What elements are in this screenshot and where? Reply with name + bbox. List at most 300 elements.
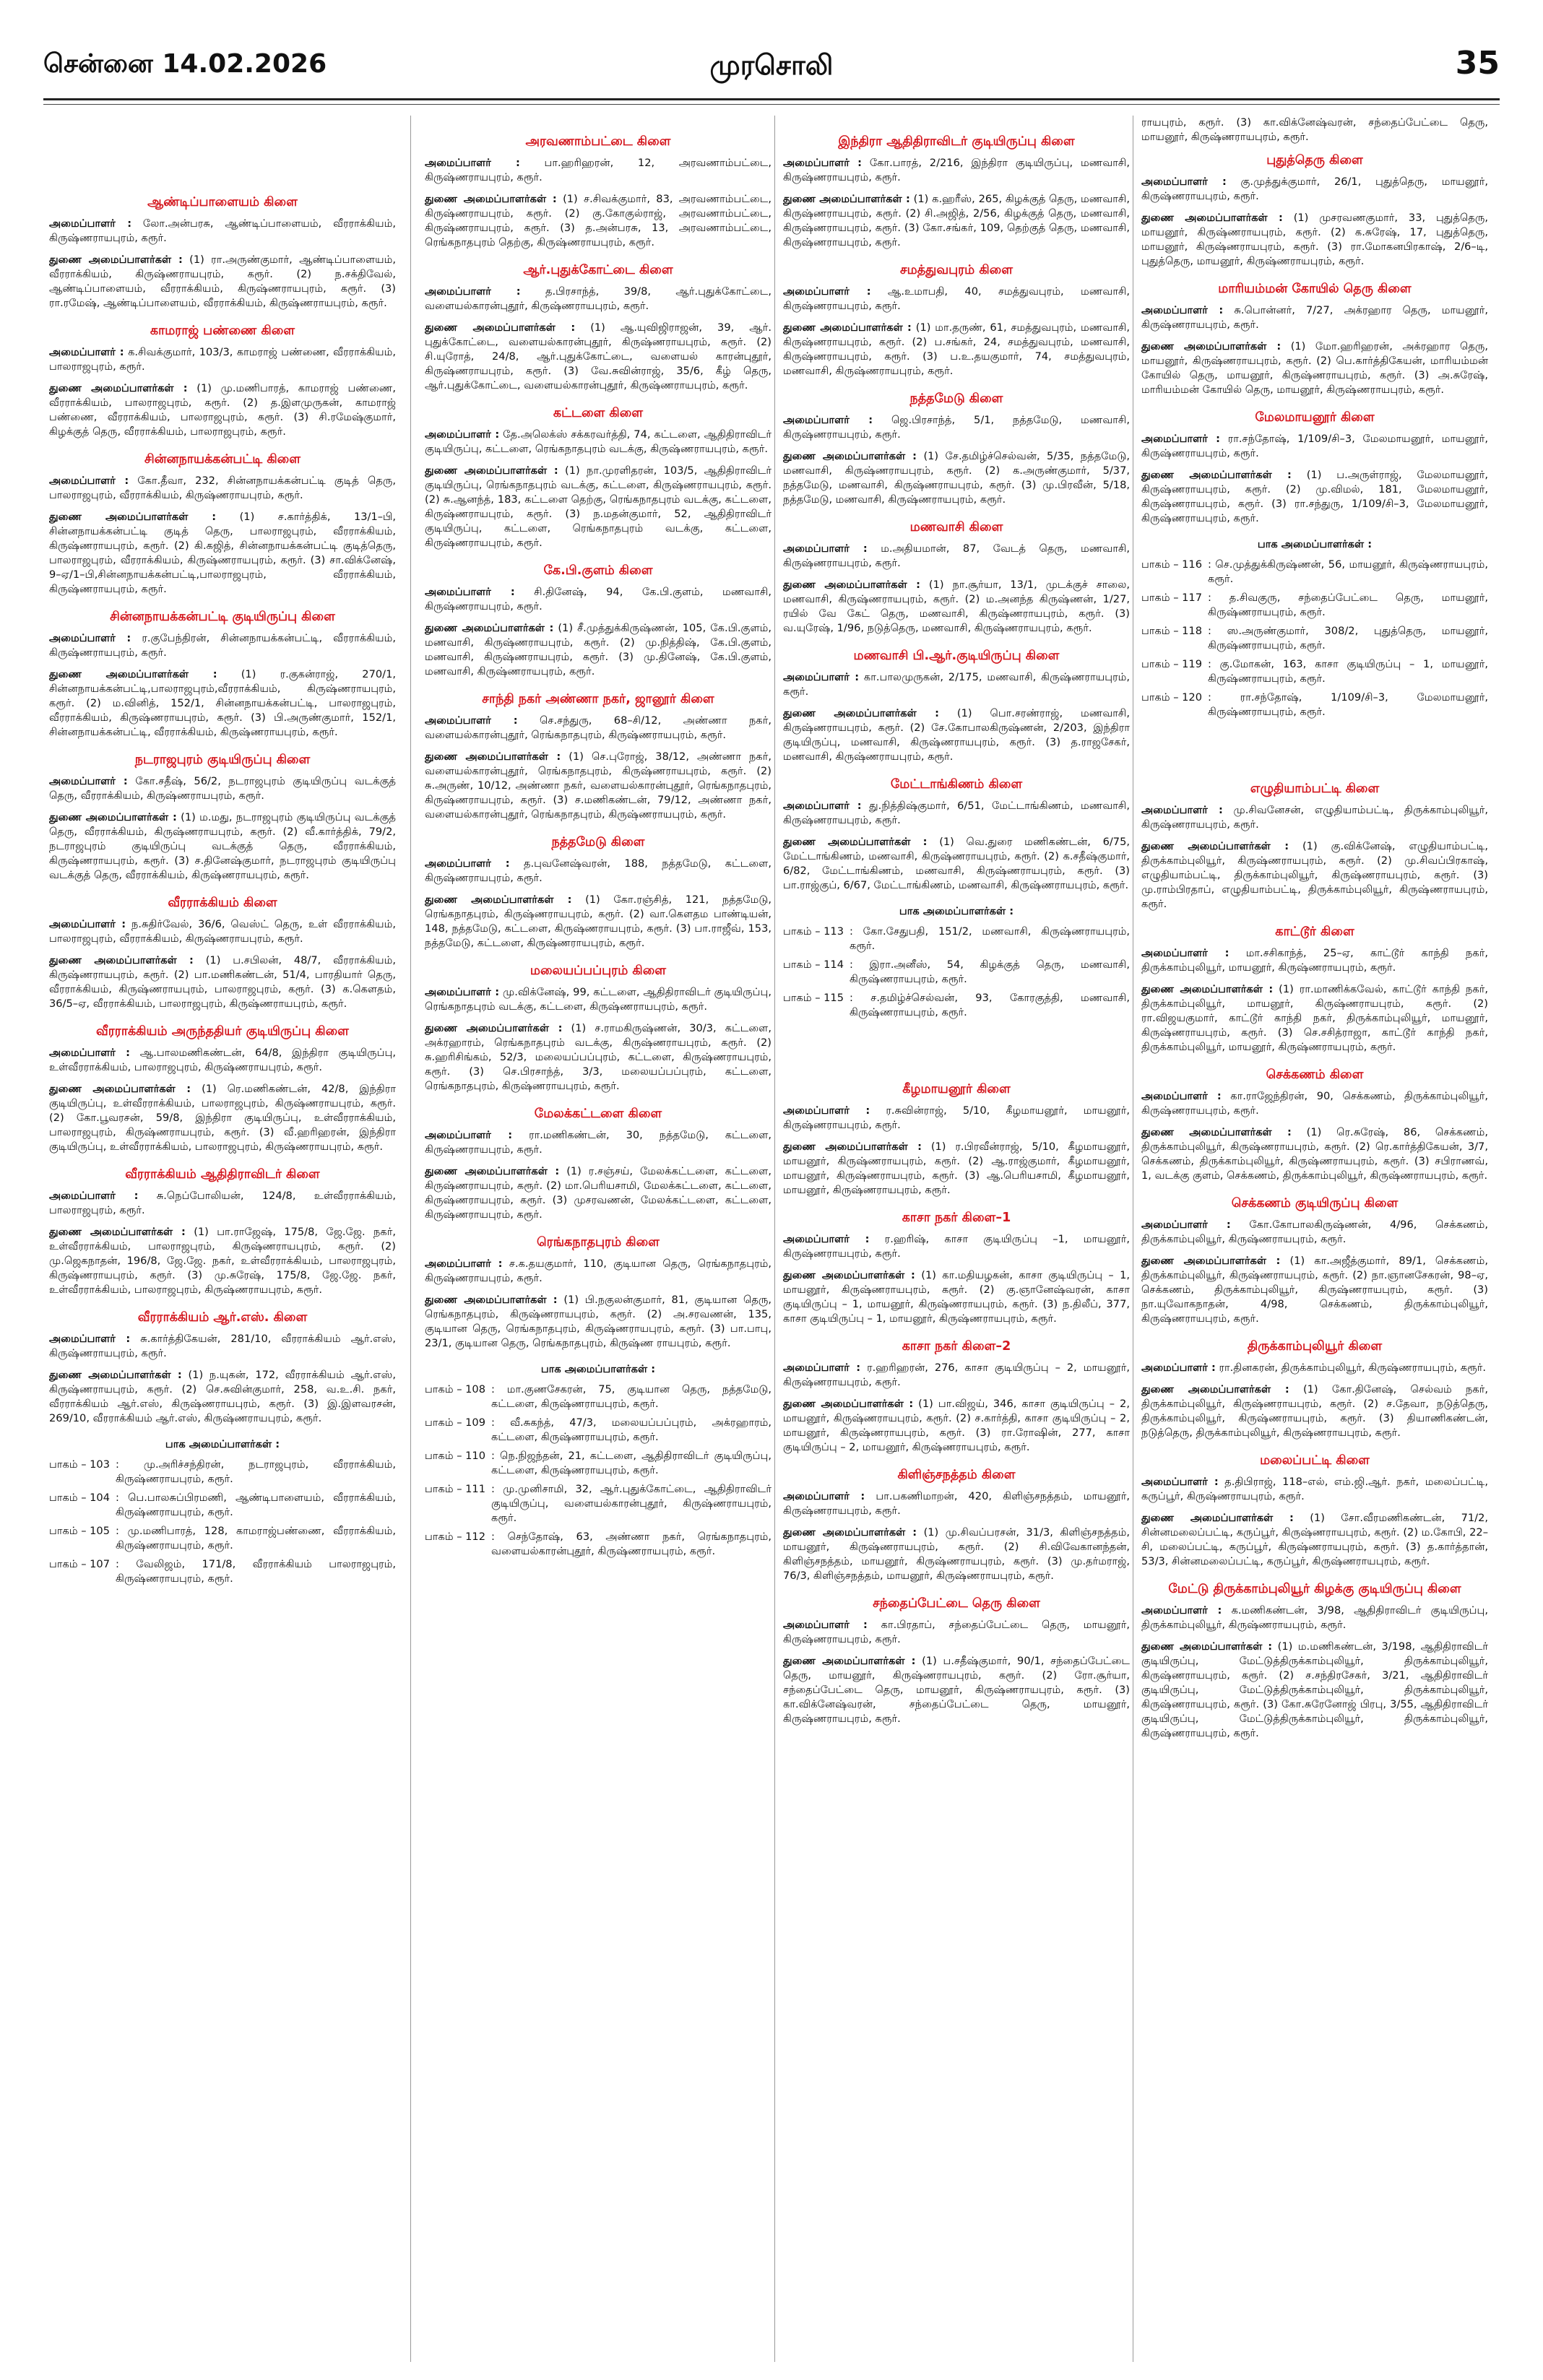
member-paragraph — [1141, 1640, 1488, 1741]
column-spacer — [425, 116, 772, 133]
member-text: (1) ஆ.யுவிஜிராஜன், 39, ஆர். புதுக்கோட்டை, வளையல்காரன்புதூர், கிருஷ்ணராயபுரம், கரூர். (2) சி.யுரோத், 24/8, ஆர்.புதுக்கோட்டை, வளையல் காரன்புதூர், கிருஷ்ணராயபுரம், கரூர். (3) வே.சுவின்ராஜ், 35/6, கீழ் தெரு, ஆர்.புதுக்கோட்டை, வளையல்காரன்புதூர், கிருஷ்ணராயபுரம், கரூர். — [425, 321, 772, 391]
role-label: துணை அமைப்பாளர்கள் : — [49, 1226, 186, 1238]
role-label: துணை அமைப்பாளர்கள் : — [1141, 1255, 1281, 1267]
member-paragraph — [783, 156, 1130, 185]
branch-section — [425, 404, 772, 550]
branch-title: சந்தைப்பேட்டை தெரு கிளை — [873, 1596, 1040, 1611]
role-label: அமைப்பாளர் : — [1141, 433, 1220, 445]
member-paragraph — [783, 1140, 1130, 1198]
role-label: அமைப்பாளர் : — [1141, 304, 1224, 316]
member-text: சு.கார்த்திகேயன், 281/10, வீரராக்கியம் ஆர்.எஸ், கிருஷ்ணராயபுரம், கரூர். — [49, 1333, 396, 1359]
branch-title: வீரராக்கியம் கிளை — [168, 896, 277, 910]
member-text: (1) ரெ.மணிகண்டன், 42/8, இந்திரா குடியிருப்பு, உள்வீரராக்கியம், பாலராஜபுரம், கிருஷ்ணராயபுரம், கரூர். (2) கோ.பூவரசன், 59/8, இந்திரா குடியிருப்பு, உள்வீரராக்கியம், பாலராஜபுரம், கிருஷ்ணராயபுரம், கரூர். (3) வீ.ஹரிஹரன், இந்திரா குடியிருப்பு, உள்வீரராக்கியம், பாலராஜபுரம், கிருஷ்ணராயபுரம், கரூர். — [49, 1083, 396, 1153]
booth-agent: : மு.முனிசாமி, 32, ஆர்.புதுக்கோட்டை, ஆதிதிராவிடர் குடியிருப்பு, வளையல்காரன்புதூர், கிருஷ்ணராயபுரம், கரூர். — [491, 1483, 772, 1524]
member-text: கு.முத்துக்குமார், 26/1, புதுத்தெரு, மாயனூர், கிருஷ்ணராயபுரம், கரூர். — [1141, 176, 1488, 202]
role-label: துணை அமைப்பாளர்கள் : — [425, 321, 576, 334]
member-paragraph — [1141, 946, 1488, 975]
branch-title: காட்டூர் கிளை — [1275, 925, 1354, 939]
member-text: (1) ப.சபிலன், 48/7, வீரராக்கியம், கிருஷ்ணராயபுரம், கரூர். (2) பா.மணிகண்டன், 51/4, பாரதியார் தெரு, வீரராக்கியம், கிருஷ்ணராயபுரம், பாலராஜபுரம், கரூர். (3) க.கௌதம், 36/5–ஏ, வீரராக்கியம், பாலராஜபுரம், கிருஷ்ணராயபுரம், கரூர். — [49, 954, 396, 1010]
role-label: அமைப்பாளர் : — [783, 1233, 870, 1245]
booth-heading: பாக அமைப்பாளர்கள் : — [165, 1438, 280, 1450]
role-label: துணை அமைப்பாளர்கள் : — [1141, 340, 1281, 352]
branch-section — [783, 390, 1130, 507]
booth-row — [425, 1482, 772, 1526]
role-label: துணை அமைப்பாளர்கள் : — [49, 954, 194, 966]
booth-number: பாகம் – 107 — [49, 1558, 110, 1570]
branch-title: கீழமாயனூர் கிளை — [902, 1082, 1011, 1096]
role-label: துணை அமைப்பாளர்கள் : — [49, 382, 188, 394]
member-text: (1) ர.சஞ்சய், மேலக்கட்டளை, கட்டளை, கிருஷ்ணராயபுரம், கரூர். (2) மா.பெரியசாமி, மேலக்கட்டளை, கட்டளை, கிருஷ்ணராயபுரம், கரூர். (3) முசரவணன், மேலக்கட்டளை, கட்டளை, கிருஷ்ணராயபுரம், கரூர். — [425, 1165, 772, 1221]
booth-agent: : செ.முத்துக்கிருஷ்ணன், 56, மாயனூர், கிருஷ்ணராயபுரம், கரூர். — [1208, 558, 1488, 585]
role-label: துணை அமைப்பாளர்கள் : — [425, 1022, 563, 1034]
branch-title: கிளிஞ்சநத்தம் கிளை — [897, 1468, 1016, 1482]
member-paragraph — [783, 1654, 1130, 1726]
booth-row — [425, 1449, 772, 1478]
booth-gap — [783, 1024, 1130, 1042]
member-paragraph — [1141, 982, 1488, 1055]
member-text: (1) நா.சூர்யா, 13/1, முடக்குச் சாலை, மணவாசி, கிருஷ்ணராயபுரம், கரூர். (2) ம.அனந்த கிருஷ்ணன், 1/27, ரயில் வே கேட் தெரு, மணவாசி, கிருஷ்ணராயபுரம், கரூர். (3) வ.யுரேஷ், 1/96, நடுத்தெரு, மணவாசி, கிருஷ்ணராயபுரம், கரூர். — [783, 579, 1130, 634]
dateline: சென்னை 14.02.2026 — [43, 49, 327, 79]
member-text: ர.குபேந்திரன், சின்னநாயக்கன்பட்டி, வீரராக்கியம், கிருஷ்ணராயபுரம், கரூர். — [49, 632, 396, 659]
branch-title: மேட்டு திருக்காம்புலியூர் கிழக்கு குடியிருப்பு கிளை — [1168, 1582, 1461, 1596]
member-text: ந.சுதிர்வேல், 36/6, வெஸ்ட் தெரு, உள் வீரராக்கியம், பாலராஜபுரம், வீரராக்கியம், கிருஷ்ணராயபுரம், கரூர். — [49, 918, 396, 945]
branch-section — [1141, 152, 1488, 269]
member-text: மா.சசிகாந்த், 25–ஏ, காட்டூர் காந்தி நகர், திருக்காம்புலியூர், மாயனூர், கிருஷ்ணராயபுரம், கரூர். — [1141, 947, 1488, 974]
branch-title: திருக்காம்புலியூர் கிளை — [1247, 1339, 1383, 1354]
member-paragraph — [49, 631, 396, 660]
booth-number: பாகம் – 112 — [425, 1531, 485, 1543]
booth-agent: : மு.அரிச்சந்திரன், நடராஜபுரம், வீரராக்கியம், கிருஷ்ணராயபுரம், கரூர். — [116, 1458, 396, 1485]
role-label: துணை அமைப்பாளர்கள் : — [783, 1526, 917, 1539]
column-4 — [1141, 116, 1488, 2362]
member-paragraph — [49, 345, 396, 374]
member-paragraph — [1141, 303, 1488, 332]
booth-row — [1141, 657, 1488, 686]
branch-section — [1141, 1338, 1488, 1440]
member-text: ஜெ.பிரசாந்த், 5/1, நத்தமேடு, மணவாசி, கிருஷ்ணராயபுரம், கரூர். — [783, 414, 1130, 441]
branch-title: நடராஜபுரம் குடியிருப்பு கிளை — [134, 753, 311, 767]
branch-section — [783, 261, 1130, 378]
branch-title: கட்டளை கிளை — [553, 406, 644, 420]
role-label: அமைப்பாளர் : — [49, 1190, 139, 1202]
role-label: துணை அமைப்பாளர்கள் : — [783, 1269, 915, 1281]
booth-agent: : மா.குணசேகரன், 75, குடியான தெரு, நத்தமேடு, கட்டளை, கிருஷ்ணராயபுரம், கரூர். — [491, 1383, 772, 1410]
member-text: கோ.சதீஷ், 56/2, நடராஜபுரம் குடியிருப்பு வடக்குத் தெரு, வீரராக்கியம், கிருஷ்ணராயபுரம், கரூர். — [49, 775, 396, 802]
member-paragraph — [49, 1082, 396, 1154]
member-text: ரா.சந்தோஷ், 1/109/சி–3, மேலமாயனூர், மாயனூர், கிருஷ்ணராயபுரம், கரூர். — [1141, 433, 1488, 459]
booth-list — [783, 904, 1130, 1042]
branch-title: ரெங்கநாதபுரம் கிளை — [537, 1235, 660, 1250]
member-text: (1) ரா.மாணிக்கவேல், காட்டூர் காந்தி நகர், திருக்காம்புலியூர், மாயனூர், கிருஷ்ணராயபுரம், கரூர். (2) ரா.விஜயகுமார், காட்டூர் காந்தி நகர், திருக்காம்புலியூர், மாயனூர், கிருஷ்ணராயபுரம், கரூர். (3) செ.சசித்ராஜா, காட்டூர் காந்தி நகர், திருக்காம்புலியூர், மாயனூர், கிருஷ்ணராயபுரம், கரூர். — [1141, 983, 1488, 1053]
header-rule-thin — [43, 104, 1500, 105]
branch-title: மாரியம்மன் கோயில் தெரு கிளை — [1218, 282, 1412, 296]
member-text: (1) வெ.துரை மணிகண்டன், 6/75, மேட்டாங்கிணம், மணவாசி, கிருஷ்ணராயபுரம், கரூர். (2) க.சதீஷ்குமார், 6/82, மேட்டாங்கிணம், மணவாசி, கிருஷ்ணராயபுரம், கரூர். (3) பா.ராஜ்குப், 6/67, மேட்டாங்கிணம், மணவாசி, கிருஷ்ணராயபுரம், கரூர். — [783, 836, 1130, 891]
branch-title: செக்கணம் குடியிருப்பு கிளை — [1231, 1196, 1399, 1211]
member-paragraph — [425, 464, 772, 550]
branch-section — [1141, 409, 1488, 526]
booth-number: பாகம் – 103 — [49, 1458, 110, 1471]
branch-section — [1141, 1195, 1488, 1326]
member-paragraph — [425, 285, 772, 313]
member-text: (1) ர.குகன்ராஜ், 270/1, சின்னநாயக்கன்பட்டி,பாலராஜபுரம்,வீரராக்கியம், கிருஷ்ணராயபுரம், கரூர். (2) ம.வினித், 152/1, சின்னநாயக்கன்பட்டி, பாலராஜபுரம், வீரராக்கியம், கிருஷ்ணராயபுரம், கரூர். (3) பி.அருண்குமார், 152/1, சின்னநாயக்கன்பட்டி, வீரராக்கியம், கிருஷ்ணராயபுரம், கரூர். — [49, 668, 396, 738]
member-paragraph — [1141, 839, 1488, 912]
column-divider — [774, 116, 775, 2362]
role-label: அமைப்பாளர் : — [1141, 947, 1229, 959]
member-text: மு.விக்னேஷ், 99, கட்டளை, ஆதிதிராவிடர் குடியிருப்பு, ரெங்கநாதபுரம் வடக்கு, கட்டளை, கிருஷ்ணராயபுரம், கரூர். — [425, 986, 772, 1013]
member-text: (1) மு.சிவப்பரசன், 31/3, கிளிஞ்சநத்தம், மாயனூர், கிருஷ்ணராயபுரம், கரூர். (2) சி.விவேகானந்தன், கிளிஞ்சநத்தம், மாயனூர், கிருஷ்ணராயபுரம், கரூர். (3) மு.தர்மராஜ், 76/3, கிளிஞ்சநத்தம், மாயனூர், கிருஷ்ணராயபுரம், கரூர். — [783, 1526, 1130, 1582]
role-label: அமைப்பாளர் : — [425, 1129, 513, 1141]
booth-list — [49, 1437, 396, 1608]
column-spacer — [1141, 741, 1488, 780]
member-text: த.பிரசாந்த், 39/8, ஆர்.புதுக்கோட்டை, வளையல்காரன்புதூர், கிருஷ்ணராயபுரம், கரூர். — [425, 285, 772, 312]
branch-section — [783, 1081, 1130, 1198]
booth-agent: : பெ.பாலசுப்பிரமணி, ஆண்டிபாளையம், வீரராக்கியம், கிருஷ்ணராயபுரம், கரூர். — [116, 1492, 396, 1518]
member-paragraph — [49, 1368, 396, 1426]
booth-heading: பாக அமைப்பாளர்கள் : — [1257, 538, 1373, 550]
role-label: துணை அமைப்பாளர்கள் : — [783, 1655, 916, 1667]
branch-section — [49, 1166, 396, 1297]
member-text: ச.க.தயகுமார், 110, குடியான தெரு, ரெங்கநாதபுரம், கிருஷ்ணராயபுரம், கரூர். — [425, 1258, 772, 1284]
branch-section — [783, 1209, 1130, 1326]
member-paragraph — [49, 1332, 396, 1361]
booth-agent: : ஸ.அருண்குமார், 308/2, புதுத்தெரு, மாயனூர், கிருஷ்ணராயபுரம், கரூர். — [1208, 625, 1488, 652]
branch-section — [49, 194, 396, 311]
branch-list — [49, 194, 396, 1426]
role-label: துணை அமைப்பாளர்கள் : — [1141, 983, 1274, 995]
branch-title: இந்திரா ஆதிதிராவிடர் குடியிருப்பு கிளை — [838, 134, 1075, 149]
booth-number: பாகம் – 117 — [1141, 592, 1202, 604]
branch-title: சமத்துவபுரம் கிளை — [899, 263, 1013, 277]
member-text: ரா.தினகரன், திருக்காம்புலியூர், கிருஷ்ணராயபுரம், கரூர். — [1219, 1362, 1487, 1374]
role-label: அமைப்பாளர் : — [425, 714, 518, 727]
member-paragraph — [425, 1164, 772, 1222]
member-paragraph — [1141, 1475, 1488, 1504]
role-label: அமைப்பாளர் : — [425, 857, 510, 870]
branch-list — [783, 1081, 1130, 1726]
member-paragraph — [783, 1618, 1130, 1647]
member-paragraph — [1141, 468, 1488, 526]
member-paragraph — [1141, 175, 1488, 204]
booth-gap — [425, 1563, 772, 1580]
member-paragraph — [783, 542, 1130, 571]
member-text: (1) ந.யுகன், 172, வீரராக்கியம் ஆர்.எஸ், கிருஷ்ணராயபுரம், கரூர். (2) செ.சுவின்குமார், 258, வ.உ.சி. நகர், வீரராக்கியம் ஆர்.எஸ், கிருஷ்ணராயபுரம், கரூர். (3) இ.இளவரசன், 269/10, வீரராக்கியம் ஆர்.எஸ், கிருஷ்ணராயபுரம், கரூர். — [49, 1369, 396, 1424]
member-paragraph — [425, 428, 772, 456]
member-paragraph — [1141, 339, 1488, 397]
role-label: அமைப்பாளர் : — [1141, 1362, 1216, 1374]
branch-section — [783, 1338, 1130, 1455]
role-label: துணை அமைப்பாளர்கள் : — [1141, 1383, 1289, 1395]
member-text: கா.பிரதாப், சந்தைப்பேட்டை தெரு, மாயனூர், கிருஷ்ணராயபுரம், கரூர். — [783, 1619, 1130, 1645]
booth-number: பாகம் – 108 — [425, 1383, 485, 1395]
branch-title: வீரராக்கியம் அருந்ததியர் குடியிருப்பு கிளை — [96, 1024, 349, 1039]
booth-agent: : மு.மணிபாரத், 128, காமராஜ்பண்ணை, வீரராக்கியம், கிருஷ்ணராயபுரம், கரூர். — [116, 1525, 396, 1552]
role-label: துணை அமைப்பாளர்கள் : — [1141, 469, 1292, 481]
role-label: துணை அமைப்பாளர்கள் : — [49, 254, 183, 266]
member-text: த.புவனேஷ்வரன், 188, நத்தமேடு, கட்டளை, கிருஷ்ணராயபுரம், கரூர். — [425, 857, 772, 884]
member-text: (1) கா.மதியழகன், காசா குடியிருப்பு – 1, மாயனூர், கிருஷ்ணராயபுரம், கரூர். (2) கு.ஞானேஷ்வரன், காசா குடியிருப்பு – 1, மாயனூர், கிருஷ்ணராயபுரம், கரூர். (3) ந.திலீப், 377, காசா குடியிருப்பு – 1, மாயனூர், கிருஷ்ணராயபுரம், கரூர். — [783, 1269, 1130, 1325]
role-label: அமைப்பாளர் : — [1141, 804, 1223, 816]
booth-number: பாகம் – 120 — [1141, 691, 1202, 704]
member-text: (1) மோ.ஹரிஹரன், அக்ரஹார தெரு, மாயனூர், கிருஷ்ணராயபுரம், கரூர். (2) பெ.கார்த்திகேயன், மாரியம்மன் கோயில் தெரு, மாயனூர், கிருஷ்ணராயபுரம், கரூர். (3) அ.சுரேஷ், மாரியம்மன் கோயில் தெரு, மாயனூர், கிருஷ்ணராயபுரம், கரூர். — [1141, 340, 1488, 396]
member-text: (1) ச.ராமகிருஷ்ணன், 30/3, கட்டளை, அக்ரஹாரம், ரெங்கநாதபுரம் வடக்கு, கிருஷ்ணராயபுரம், கரூர். (2) சு.ஹரிசிங்கம், 52/3, மலையப்பப்புரம், கட்டளை, கிருஷ்ணராயபுரம், கரூர். (3) செ.பிரசாந்த், 3/3, மலையப்பப்புரம், கட்டளை, ரெங்கநாதபுரம், கிருஷ்ணராயபுரம், கரூர். — [425, 1022, 772, 1092]
branch-section — [425, 834, 772, 951]
role-label: துணை அமைப்பாளர்கள் : — [783, 1398, 914, 1410]
member-text: (1) ம.மணிகண்டன், 3/198, ஆதிதிராவிடர் குடியிருப்பு, மேட்டுத்திருக்காம்புலியூர், திருக்காம்புலியூர், கிருஷ்ணராயபுரம், கரூர். (2) ச.சந்திரசேகர், 3/21, ஆதிதிராவிடர் குடியிருப்பு, மேட்டுத்திருக்காம்புலியூர், திருக்காம்புலியூர், கிருஷ்ணராயபுரம், கரூர். (3) கோ.சுரேனோஜ் பிரபு, 3/55, ஆதிதிராவிடர் குடியிருப்பு, மேட்டுத்திருக்காம்புலியூர், திருக்காம்புலியூர், கிருஷ்ணராயபுரம், கரூர். — [1141, 1640, 1488, 1739]
branch-title: மணவாசி கிளை — [909, 520, 1003, 535]
booth-number: பாகம் – 116 — [1141, 558, 1202, 571]
member-text: (1) முசரவணகுமார், 33, புதுத்தெரு, மாயனூர், கிருஷ்ணராயபுரம், கரூர். (2) க.சுரேஷ், 17, புதுத்தெரு, மாயனூர், கிருஷ்ணராயபுரம், கரூர். (3) ரா.மோகனபிரகாஷ், 2/6–டி, புதுத்தெரு, மாயனூர், கிருஷ்ணராயபுரம், கரூர். — [1141, 212, 1488, 267]
branch-title: மணவாசி பி.ஆர்.குடியிருப்பு கிளை — [853, 649, 1060, 663]
role-label: துணை அமைப்பாளர்கள் : — [425, 193, 557, 205]
branch-section — [49, 1309, 396, 1426]
member-text: (1) கோ.தினேஷ், செல்வம் நகர், திருக்காம்புலியூர், கிருஷ்ணராயபுரம், கரூர். (2) ச.தேவா, நடுத்தெரு, திருக்காம்புலியூர், கிருஷ்ணராயபுரம், கரூர். (3) தியாணிகண்டன், நடுத்தெரு, திருக்காம்புலியூர், கிருஷ்ணராயபுரம், கரூர். — [1141, 1383, 1488, 1439]
booth-number: பாகம் – 118 — [1141, 625, 1202, 637]
booth-row — [1141, 624, 1488, 653]
role-label: துணை அமைப்பாளர்கள் : — [425, 1294, 558, 1306]
member-text: (1) ரெ.சுரேஷ், 86, செக்கணம், திருக்காம்புலியூர், கிருஷ்ணராயபுரம், கரூர். (2) ரெ.கார்த்திகேயன், 3/7, செக்கணம், திருக்காம்புலியூர், கிருஷ்ணராயபுரம், கரூர். (3) சபிராணவ், 1, வடக்கு குளம், செக்கணம், திருக்காம்புலியூர், கிருஷ்ணராயபுரம், கரூர். — [1141, 1126, 1488, 1182]
branch-title: காசா நகர் கிளை–2 — [902, 1339, 1011, 1354]
branch-list — [783, 133, 1130, 893]
member-text: சி.தினேஷ், 94, கே.பி.குளம், மணவாசி, கிருஷ்ணராயபுரம், கரூர். — [425, 586, 772, 613]
member-text: ரா.மணிகண்டன், 30, நத்தமேடு, கட்டளை, கிருஷ்ணராயபுரம், கரூர். — [425, 1129, 772, 1156]
member-paragraph — [425, 321, 772, 393]
role-label: அமைப்பாளர் : — [783, 157, 863, 169]
branch-title: சின்னநாயக்கன்பட்டி குடியிருப்பு கிளை — [110, 610, 335, 624]
branch-section — [1141, 280, 1488, 397]
branch-title: மேலமாயனூர் கிளை — [1255, 410, 1375, 425]
role-label: துணை அமைப்பாளர்கள் : — [783, 1141, 922, 1153]
member-paragraph — [425, 714, 772, 743]
booth-number: பாகம் – 110 — [425, 1450, 485, 1462]
booth-gap — [1141, 724, 1488, 741]
member-paragraph — [783, 1489, 1130, 1518]
branch-title: எழுதியாம்பட்டி கிளை — [1250, 782, 1380, 796]
booth-row — [49, 1524, 396, 1553]
booth-list — [425, 1362, 772, 1580]
role-label: துணை அமைப்பாளர்கள் : — [1141, 212, 1283, 224]
member-paragraph — [783, 706, 1130, 764]
member-text: ஆ.பாலமணிகண்டன், 64/8, இந்திரா குடியிருப்பு, உள்வீரராக்கியம், பாலராஜபுரம், கிருஷ்ணராயபுரம், கரூர். — [49, 1047, 396, 1073]
member-text: சு.நெப்போலியன், 124/8, உள்வீரராக்கியம், பாலராஜபுரம், கரூர். — [49, 1190, 396, 1216]
role-label: துணை அமைப்பாளர்கள் : — [425, 1165, 560, 1177]
role-label: அமைப்பாளர் : — [49, 918, 126, 930]
branch-section — [49, 608, 396, 740]
member-text: சு.பொன்னர், 7/27, அக்ரஹார தெரு, மாயனூர், கிருஷ்ணராயபுரம், கரூர். — [1141, 304, 1488, 331]
branch-section — [425, 261, 772, 393]
booth-agent: : நெ.நிஜந்தன், 21, கட்டளை, ஆதிதிராவிடர் குடியிருப்பு, கட்டளை, கிருஷ்ணராயபுரம், கரூர். — [491, 1450, 772, 1476]
role-label: துணை அமைப்பாளர்கள் : — [783, 707, 939, 719]
role-label: துணை அமைப்பாளர்கள் : — [49, 668, 217, 680]
member-paragraph — [1141, 803, 1488, 832]
role-label: துணை அமைப்பாளர்கள் : — [425, 893, 572, 906]
branch-title: புதுத்தெரு கிளை — [1266, 153, 1363, 168]
member-paragraph — [1141, 1125, 1488, 1183]
member-text: த.திபிராஜ், 118–எல், எம்.ஜி.ஆர். நகர், மலைப்பட்டி, கருப்பூர், கிருஷ்ணராயபுரம், கரூர். — [1141, 1476, 1488, 1502]
role-label: துணை அமைப்பாளர்கள் : — [49, 1083, 191, 1095]
booth-row — [783, 991, 1130, 1020]
branch-title: மலையப்பப்புரம் கிளை — [530, 964, 667, 978]
member-paragraph — [49, 217, 396, 246]
member-text: (1) மு.மணிபாரத், காமராஜ் பண்ணை, வீரராக்கியம், பாலராஜபுரம், கரூர். (2) த.இளமுருகன், காமராஜ் பண்ணை, வீரராக்கியம், பாலராஜபுரம், கரூர். (3) சி.ரமேஷ்குமார், கிழக்குத் தெரு, வீரராக்கியம், பாலராஜபுரம், கரூர். — [49, 382, 396, 438]
booth-number: பாகம் – 114 — [783, 959, 844, 971]
booth-list — [1141, 537, 1488, 741]
booth-row — [783, 925, 1130, 953]
branch-title: சாந்தி நகர் அண்ணா நகர், ஜானூர் கிளை — [482, 692, 714, 706]
branch-title: ஆர்.புதுக்கோட்டை கிளை — [523, 263, 673, 277]
member-paragraph — [1141, 1254, 1488, 1326]
member-text: க.சிவக்குமார், 103/3, காமராஜ் பண்ணை, வீரராக்கியம், பாலராஜபுரம், கரூர். — [49, 346, 396, 373]
member-text: (1) கோ.ரஞ்சித், 121, நத்தமேடு, ரெங்கநாதபுரம், கிருஷ்ணராயபுரம், கரூர். (2) வா.கௌதம பாண்டியன், 148, நத்தமேடு, கட்டளை, கிருஷ்ணராயபுரம், கரூர். (3) பா.ராஜீவ், 153, நத்தமேடு, கட்டளை, கிருஷ்ணராயபுரம், கரூர். — [425, 893, 772, 949]
member-text: கோ.கோபாலகிருஷ்ணன், 4/96, செக்கணம், திருக்காம்புலியூர், கிருஷ்ணராயபுரம், கரூர். — [1141, 1219, 1488, 1245]
member-paragraph — [783, 835, 1130, 893]
booth-agent: : வேலிஜம், 171/8, வீரராக்கியம் பாலராஜபுரம், கிருஷ்ணராயபுரம், கரூர். — [116, 1558, 396, 1585]
booth-row — [49, 1557, 396, 1586]
role-label: துணை அமைப்பாளர்கள் : — [1141, 1640, 1273, 1653]
booth-row — [49, 1458, 396, 1487]
role-label: துணை அமைப்பாளர்கள் : — [783, 579, 920, 591]
member-text: ஆ.உமாபதி, 40, சமத்துவபுரம், மணவாசி, கிருஷ்ணராயபுரம், கரூர். — [783, 285, 1130, 312]
member-paragraph — [783, 1361, 1130, 1390]
member-paragraph — [425, 857, 772, 886]
branch-title: காசா நகர் கிளை–1 — [902, 1211, 1011, 1225]
member-paragraph — [49, 667, 396, 740]
member-text: பா.பகணிமாறன், 420, கிளிஞ்சநத்தம், மாயனூர், கிருஷ்ணராயபுரம், கரூர். — [783, 1490, 1130, 1517]
booth-row — [425, 1530, 772, 1559]
booth-agent: : வீ.சுகந்த், 47/3, மலையப்பப்புரம், அக்ரஹாரம், கட்டளை, கிருஷ்ணராயபுரம், கரூர். — [491, 1416, 772, 1443]
member-text: (1) நா.முரளிதரன், 103/5, ஆதிதிராவிடர் குடியிருப்பு, ரெங்கநாதபுரம் வடக்கு, கட்டளை, கிருஷ்ணராயபுரம், கரூர். (2) சு.ஆனந்த், 183, கட்டளை தெற்கு, ரெங்கநாதபுரம் வடக்கு, கட்டளை, கிருஷ்ணராயபுரம், கரூர். (3) ந.மதன்குமார், 52, ஆதிதிராவிடர் குடியிருப்பு, கட்டளை, ரெங்கநாதபுரம் வடக்கு, கட்டளை, கிருஷ்ணராயபுரம், கரூர். — [425, 464, 772, 549]
booth-agent: : ரா.சந்தோஷ், 1/109/சி–3, மேலமாயனூர், கிருஷ்ணராயபுரம், கரூர். — [1208, 691, 1488, 718]
member-paragraph — [783, 413, 1130, 442]
booth-agent: : ச.தமிழ்ச்செல்வன், 93, கோரகுத்தி, மணவாசி, கிருஷ்ணராயபுரம், கரூர். — [850, 992, 1130, 1018]
member-paragraph — [1141, 1361, 1488, 1375]
member-text: (1) ப.சதீஷ்குமார், 90/1, சந்தைப்பேட்டை தெரு, மாயனூர், கிருஷ்ணராயபுரம், கரூர். (2) ரோ.சூர்யா, சந்தைப்பேட்டை தெரு, மாயனூர், கிருஷ்ணராயபுரம், கரூர். (3) கா.விக்னேஷ்வரன், சந்தைப்பேட்டை தெரு, மாயனூர், கிருஷ்ணராயபுரம், கரூர். — [783, 1655, 1130, 1725]
member-text: ர.ஹரிஹரன், 276, காசா குடியிருப்பு – 2, மாயனூர், கிருஷ்ணராயபுரம், கரூர். — [783, 1362, 1130, 1388]
member-paragraph — [783, 321, 1130, 378]
header-rule — [43, 98, 1500, 100]
branch-section — [1141, 1066, 1488, 1183]
member-paragraph — [425, 621, 772, 679]
role-label: அமைப்பாளர் : — [1141, 1476, 1219, 1488]
member-paragraph — [49, 774, 396, 803]
member-paragraph — [783, 1104, 1130, 1133]
member-paragraph — [425, 1293, 772, 1351]
booth-number: பாகம் – 105 — [49, 1525, 110, 1537]
member-paragraph — [425, 1128, 772, 1157]
member-paragraph — [425, 1021, 772, 1094]
branch-section — [425, 1234, 772, 1351]
member-paragraph — [783, 1526, 1130, 1583]
column-2 — [425, 116, 772, 2362]
member-text: மு.சிவனேசன், எழுதியாம்பட்டி, திருக்காம்புலியூர், கிருஷ்ணராயபுரம், கரூர். — [1141, 804, 1488, 831]
branch-list — [1141, 152, 1488, 526]
member-paragraph — [1141, 1089, 1488, 1118]
booth-number: பாகம் – 111 — [425, 1483, 485, 1495]
role-label: அமைப்பாளர் : — [783, 1104, 870, 1117]
member-paragraph — [425, 750, 772, 822]
member-text: கா.பாலமுருகன், 2/175, மணவாசி, கிருஷ்ணராயபுரம், கரூர். — [783, 671, 1130, 698]
member-text: (1) ரா.அருண்குமார், ஆண்டிப்பாளையம், வீரராக்கியம், கிருஷ்ணராயபுரம், கரூர். (2) ந.சக்திவேல், ஆண்டிப்பாளையம், வீரராக்கியம், கிருஷ்ணராயபுரம், கரூர். (3) ரா.ரமேஷ், ஆண்டிப்பாளையம், வீரராக்கியம், கிருஷ்ணராயபுரம், கரூர். — [49, 254, 396, 309]
member-paragraph — [425, 156, 772, 185]
role-label: அமைப்பாளர் : — [783, 542, 868, 555]
page-number: 35 — [1455, 45, 1500, 82]
role-label: அமைப்பாளர் : — [783, 414, 873, 426]
branch-title: மேலக்கட்டளை கிளை — [534, 1107, 662, 1121]
role-label: அமைப்பாளர் : — [49, 1047, 130, 1059]
role-label: அமைப்பாளர் : — [425, 157, 520, 169]
branch-section — [1141, 923, 1488, 1055]
booth-number: பாகம் – 119 — [1141, 658, 1202, 670]
member-text: (1) கா.அஜீத்குமார், 89/1, செக்கணம், திருக்காம்புலியூர், கிருஷ்ணராயபுரம், கரூர். (2) நா.ஞானசேகரன், 98–ஏ, செக்கணம், திருக்காம்புலியூர், கிருஷ்ணராயபுரம், கரூர். (3) நா.யுவோகநாதன், 4/98, செக்கணம், திருக்காம்புலியூர், கிருஷ்ணராயபுரம், கரூர். — [1141, 1255, 1488, 1325]
role-label: அமைப்பாளர் : — [1141, 1604, 1222, 1617]
role-label: துணை அமைப்பாளர்கள் : — [783, 450, 917, 462]
role-label: அமைப்பாளர் : — [425, 285, 521, 298]
booth-number: பாகம் – 109 — [425, 1416, 485, 1429]
branch-section — [49, 894, 396, 1011]
role-label: துணை அமைப்பாளர்கள் : — [783, 321, 912, 334]
role-label: அமைப்பாளர் : — [425, 586, 515, 598]
branch-section — [49, 451, 396, 597]
member-text: (1) ச.கார்த்திக், 13/1–பி, சின்னநாயக்கன்பட்டி குடித் தெரு, பாலராஜபுரம், வீரராக்கியம், கிருஷ்ணராயபுரம், கரூர். (2) கி.கஜித், சின்னநாயக்கன்பட்டி குடித்தெரு, பாலராஜபுரம், வீரராக்கியம், கிருஷ்ணராயபுரம், கரூர். (3) சா.விக்னேஷ், 9–ஏ/1–பி,சின்னநாயக்கன்பட்டி,பாலராஜபுரம், வீரராக்கியம், கிருஷ்ணராயபுரம், கரூர். — [49, 511, 396, 595]
role-label: அமைப்பாளர் : — [49, 775, 128, 787]
member-text: ர.சுவின்ராஜ், 5/10, கீழமாயனூர், மாயனூர், கிருஷ்ணராயபுரம், கரூர். — [783, 1104, 1130, 1131]
member-paragraph — [783, 1268, 1130, 1326]
branch-title: செக்கணம் கிளை — [1266, 1068, 1364, 1082]
column-divider — [410, 116, 411, 2362]
member-paragraph — [783, 578, 1130, 636]
member-paragraph — [49, 1189, 396, 1218]
member-paragraph — [1141, 1604, 1488, 1632]
member-text: (1) பொ.சரண்ராஜ், மணவாசி, கிருஷ்ணராயபுரம், கரூர். (2) சே.கோபாலகிருஷ்ணன், 2/203, இந்திரா குடியிருப்பு, மணவாசி, கிருஷ்ணராயபுரம், கரூர். (3) த.ராஜசேகர், மணவாசி, கிருஷ்ணராயபுரம், கரூர். — [783, 707, 1130, 763]
member-paragraph — [49, 381, 396, 439]
role-label: அமைப்பாளர் : — [49, 1333, 131, 1345]
branch-section — [49, 322, 396, 439]
member-paragraph — [49, 917, 396, 946]
branch-section — [783, 1466, 1130, 1583]
branch-title: காமராஜ் பண்ணை கிளை — [150, 324, 295, 338]
booth-agent: : கோ.சேதுபதி, 151/2, மணவாசி, கிருஷ்ணராயபுரம், கரூர். — [850, 925, 1130, 952]
booth-gap — [49, 1591, 396, 1608]
member-text: (1) மா.தருண், 61, சமத்துவபுரம், மணவாசி, கிருஷ்ணராயபுரம், கரூர். (2) ப.சங்கர், 24, சமத்துவபுரம், மணவாசி, கிருஷ்ணராயபுரம், கரூர். (3) ப.உ.தயகுமார், 74, சமத்துவபுரம், மணவாசி, கிருஷ்ணராயபுரம், கரூர். — [783, 321, 1130, 377]
member-paragraph — [783, 670, 1130, 699]
member-text: (1) ர.பிரவீன்ராஜ், 5/10, கீழமாயனூர், மாயனூர், கிருஷ்ணராயபுரம், கரூர். (2) ஆ.ராஜ்குமார், கீழமாயனூர், மாயனூர், கிருஷ்ணராயபுரம், கரூர். (3) ஆ.பெரியசாமி, கீழமாயனூர், மாயனூர், கிருஷ்ணராயபுரம், கரூர். — [783, 1141, 1130, 1196]
booth-row — [425, 1382, 772, 1411]
role-label: அமைப்பாளர் : — [783, 1619, 868, 1631]
branch-section — [49, 751, 396, 883]
member-text: (1) ம.மது, நடராஜபுரம் குடியிருப்பு வடக்குத் தெரு, வீரராக்கியம், கிருஷ்ணராயபுரம், கரூர். (2) வீ.கார்த்திக், 79/2, நடராஜபுரம் குடியிருப்பு வடக்குத் தெரு, வீரராக்கியம், கிருஷ்ணராயபுரம், கரூர். (3) ச.தினேஷ்குமார், நடராஜபுரம் குடியிருப்பு வடக்குத் தெரு, வீரராக்கியம், கிருஷ்ணராயபுரம், கரூர். — [49, 811, 396, 881]
role-label: அமைப்பாளர் : — [783, 800, 862, 812]
role-label: அமைப்பாளர் : — [49, 217, 132, 230]
branch-section — [783, 133, 1130, 250]
member-text: (1) பி.நகுலன்குமார், 81, குடியான தெரு, ரெங்கநாதபுரம், கிருஷ்ணராயபுரம், கரூர். (2) அ.சரவணன், 135, குடியான தெரு, ரெங்கநாதபுரம், கிருஷ்ணராயபுரம், கரூர். (3) பா.பாபு, 23/1, குடியான தெரு, ரெங்கநாதபுரம், கிருஷ்ண ராயபுரம், கரூர். — [425, 1294, 772, 1349]
member-paragraph — [783, 799, 1130, 828]
member-text: செ.சந்துரு, 68–சி/12, அண்ணா நகர், வளையல்காரன்புதூர், ரெங்கநாதபுரம், கிருஷ்ணராயபுரம், கரூர். — [425, 714, 772, 741]
member-text: (1) ப.அருள்ராஜ், மேலமாயனூர், கிருஷ்ணராயபுரம், கரூர். (2) மு.விமல், 181, மேலமாயனூர், கிருஷ்ணராயபுரம், கரூர். (3) ரா.சந்துரு, 1/109/சி–3, மேலமாயனூர், கிருஷ்ணராயபுரம், கரூர். — [1141, 469, 1488, 524]
column-spacer — [49, 116, 396, 155]
member-text: ர.ஹரிஷ், காசா குடியிருப்பு –1, மாயனூர், கிருஷ்ணராயபுரம், கரூர். — [783, 1233, 1130, 1260]
member-paragraph — [1141, 211, 1488, 269]
member-text: க.மணிகண்டன், 3/98, ஆதிதிராவிடர் குடியிருப்பு, திருக்காம்புலியூர், கிருஷ்ணராயபுரம், கரூர். — [1141, 1604, 1488, 1631]
booth-row — [783, 958, 1130, 987]
booth-row — [49, 1491, 396, 1520]
member-paragraph — [49, 253, 396, 311]
branch-list — [1141, 780, 1488, 1741]
member-paragraph — [425, 1257, 772, 1286]
member-paragraph — [49, 1046, 396, 1075]
member-paragraph — [49, 810, 396, 883]
member-text: (1) பா.ராஜேஷ், 175/8, ஜே.ஜே. நகர், உள்வீரராக்கியம், பாலராஜபுரம், கிருஷ்ணராயபுரம், கரூர். (2) மு.ஜெகநாதன், 196/8, ஜே.ஜே. நகர், உள்வீரராக்கியம், பாலராஜபுரம், கிருஷ்ணராயபுரம், கரூர். (3) மு.சுரேஷ், 175/8, ஜே.ஜே. நகர், உள்வீரராக்கியம், பாலராஜபுரம், கிருஷ்ணராயபுரம், கரூர். — [49, 1226, 396, 1296]
branch-section — [425, 691, 772, 822]
member-text: லோ.அன்பரசு, ஆண்டிப்பாளையம், வீரராக்கியம், கிருஷ்ணராயபுரம், கரூர். — [49, 217, 396, 244]
